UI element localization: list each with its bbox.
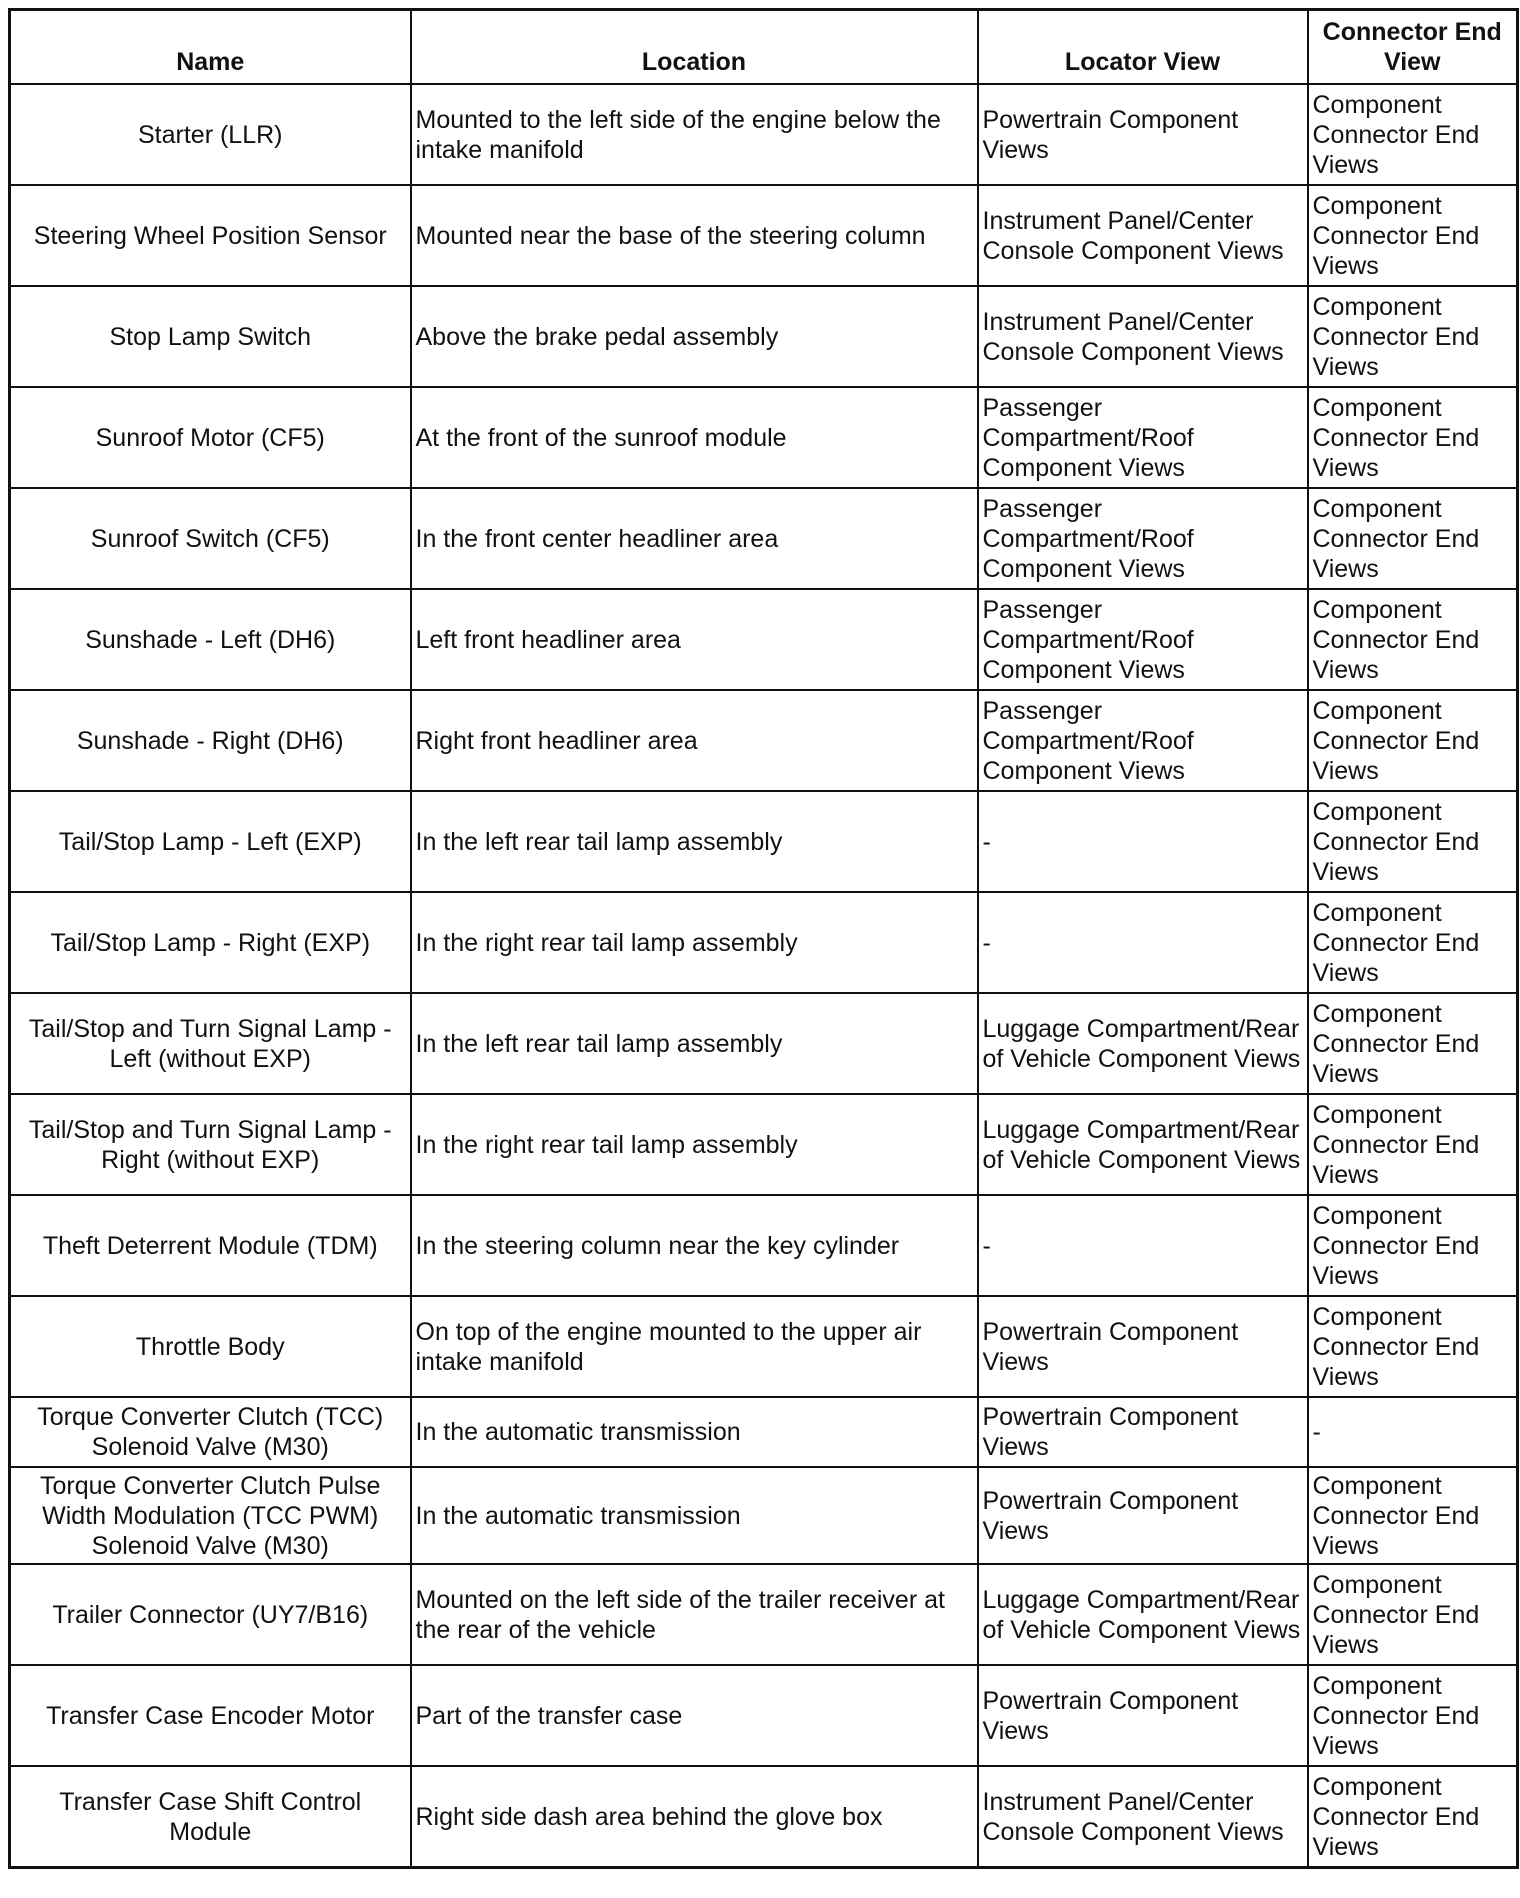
locator-view: Passenger Compartment/Roof Component Views	[978, 488, 1308, 589]
component-location: In the right rear tail lamp assembly	[411, 1094, 978, 1195]
connector-end-view: Component Connector End Views	[1308, 892, 1518, 993]
component-location: Above the brake pedal assembly	[411, 286, 978, 387]
table-row	[10, 1296, 1518, 1397]
component-location: Mounted to the left side of the engine below the intake manifold	[411, 84, 978, 185]
component-location: In the front center headliner area	[411, 488, 978, 589]
table-row	[10, 1564, 1518, 1665]
component-locator-table	[8, 8, 1519, 1869]
connector-end-view: Component Connector End Views	[1308, 1766, 1518, 1868]
component-location: In the steering column near the key cylinder	[411, 1195, 978, 1296]
table-row	[10, 589, 1518, 690]
connector-end-view: Component Connector End Views	[1308, 488, 1518, 589]
locator-view: Instrument Panel/Center Console Component Views	[978, 1766, 1308, 1868]
component-name: Sunshade - Left (DH6)	[10, 589, 411, 690]
locator-view: Luggage Compartment/Rear of Vehicle Component Views	[978, 993, 1308, 1094]
component-location: In the right rear tail lamp assembly	[411, 892, 978, 993]
component-location: At the front of the sunroof module	[411, 387, 978, 488]
table-row	[10, 1467, 1518, 1564]
component-name: Transfer Case Encoder Motor	[10, 1665, 411, 1766]
locator-view: Luggage Compartment/Rear of Vehicle Component Views	[978, 1564, 1308, 1665]
component-name: Torque Converter Clutch (TCC) Solenoid Valve (M30)	[10, 1397, 411, 1467]
locator-view: Passenger Compartment/Roof Component Views	[978, 589, 1308, 690]
component-name: Throttle Body	[10, 1296, 411, 1397]
locator-view: Powertrain Component Views	[978, 1397, 1308, 1467]
connector-end-view: Component Connector End Views	[1308, 286, 1518, 387]
table-row	[10, 286, 1518, 387]
component-name: Starter (LLR)	[10, 84, 411, 185]
connector-end-view: Component Connector End Views	[1308, 690, 1518, 791]
component-name: Tail/Stop and Turn Signal Lamp - Right (without EXP)	[10, 1094, 411, 1195]
locator-view: Passenger Compartment/Roof Component Views	[978, 690, 1308, 791]
component-location: Mounted near the base of the steering column	[411, 185, 978, 286]
connector-end-view: Component Connector End Views	[1308, 1094, 1518, 1195]
component-name: Tail/Stop and Turn Signal Lamp - Left (without EXP)	[10, 993, 411, 1094]
header-locator-view: Locator View	[978, 10, 1308, 85]
locator-view: Luggage Compartment/Rear of Vehicle Component Views	[978, 1094, 1308, 1195]
connector-end-view: Component Connector End Views	[1308, 791, 1518, 892]
component-name: Trailer Connector (UY7/B16)	[10, 1564, 411, 1665]
component-location: In the automatic transmission	[411, 1397, 978, 1467]
table-row	[10, 1094, 1518, 1195]
component-name: Tail/Stop Lamp - Left (EXP)	[10, 791, 411, 892]
component-name: Sunroof Switch (CF5)	[10, 488, 411, 589]
component-name: Transfer Case Shift Control Module	[10, 1766, 411, 1868]
component-location: In the automatic transmission	[411, 1467, 978, 1564]
table-row	[10, 185, 1518, 286]
locator-view: -	[978, 1195, 1308, 1296]
component-name: Torque Converter Clutch Pulse Width Modulation (TCC PWM) Solenoid Valve (M30)	[10, 1467, 411, 1564]
connector-end-view: Component Connector End Views	[1308, 1467, 1518, 1564]
header-location: Location	[411, 10, 978, 85]
table-row	[10, 1665, 1518, 1766]
connector-end-view: Component Connector End Views	[1308, 1195, 1518, 1296]
locator-view: Instrument Panel/Center Console Component Views	[978, 185, 1308, 286]
locator-view: Powertrain Component Views	[978, 1665, 1308, 1766]
table-row	[10, 791, 1518, 892]
table-row	[10, 387, 1518, 488]
component-location: In the left rear tail lamp assembly	[411, 993, 978, 1094]
connector-end-view: -	[1308, 1397, 1518, 1467]
component-location: On top of the engine mounted to the upper air intake manifold	[411, 1296, 978, 1397]
component-location: Right side dash area behind the glove box	[411, 1766, 978, 1868]
table-row	[10, 1397, 1518, 1467]
table-row	[10, 84, 1518, 185]
component-location: Mounted on the left side of the trailer receiver at the rear of the vehicle	[411, 1564, 978, 1665]
connector-end-view: Component Connector End Views	[1308, 589, 1518, 690]
connector-end-view: Component Connector End Views	[1308, 387, 1518, 488]
table-row	[10, 690, 1518, 791]
locator-view: Instrument Panel/Center Console Component Views	[978, 286, 1308, 387]
connector-end-view: Component Connector End Views	[1308, 1665, 1518, 1766]
connector-end-view: Component Connector End Views	[1308, 1564, 1518, 1665]
locator-view: Powertrain Component Views	[978, 1467, 1308, 1564]
table-row	[10, 892, 1518, 993]
header-row	[10, 10, 1518, 85]
locator-view: Powertrain Component Views	[978, 84, 1308, 185]
component-location: Part of the transfer case	[411, 1665, 978, 1766]
component-name: Sunroof Motor (CF5)	[10, 387, 411, 488]
connector-end-view: Component Connector End Views	[1308, 185, 1518, 286]
table-row	[10, 993, 1518, 1094]
header-name: Name	[10, 10, 411, 85]
connector-end-view: Component Connector End Views	[1308, 993, 1518, 1094]
component-name: Tail/Stop Lamp - Right (EXP)	[10, 892, 411, 993]
component-name: Stop Lamp Switch	[10, 286, 411, 387]
header-connector-end-view: Connector End View	[1308, 10, 1518, 85]
locator-view: -	[978, 791, 1308, 892]
table-row	[10, 1766, 1518, 1868]
connector-end-view: Component Connector End Views	[1308, 1296, 1518, 1397]
table-row	[10, 488, 1518, 589]
component-name: Sunshade - Right (DH6)	[10, 690, 411, 791]
component-name: Theft Deterrent Module (TDM)	[10, 1195, 411, 1296]
component-location: In the left rear tail lamp assembly	[411, 791, 978, 892]
locator-view: Powertrain Component Views	[978, 1296, 1308, 1397]
locator-view: Passenger Compartment/Roof Component Views	[978, 387, 1308, 488]
component-name: Steering Wheel Position Sensor	[10, 185, 411, 286]
component-location: Right front headliner area	[411, 690, 978, 791]
table-row	[10, 1195, 1518, 1296]
locator-view: -	[978, 892, 1308, 993]
component-location: Left front headliner area	[411, 589, 978, 690]
connector-end-view: Component Connector End Views	[1308, 84, 1518, 185]
